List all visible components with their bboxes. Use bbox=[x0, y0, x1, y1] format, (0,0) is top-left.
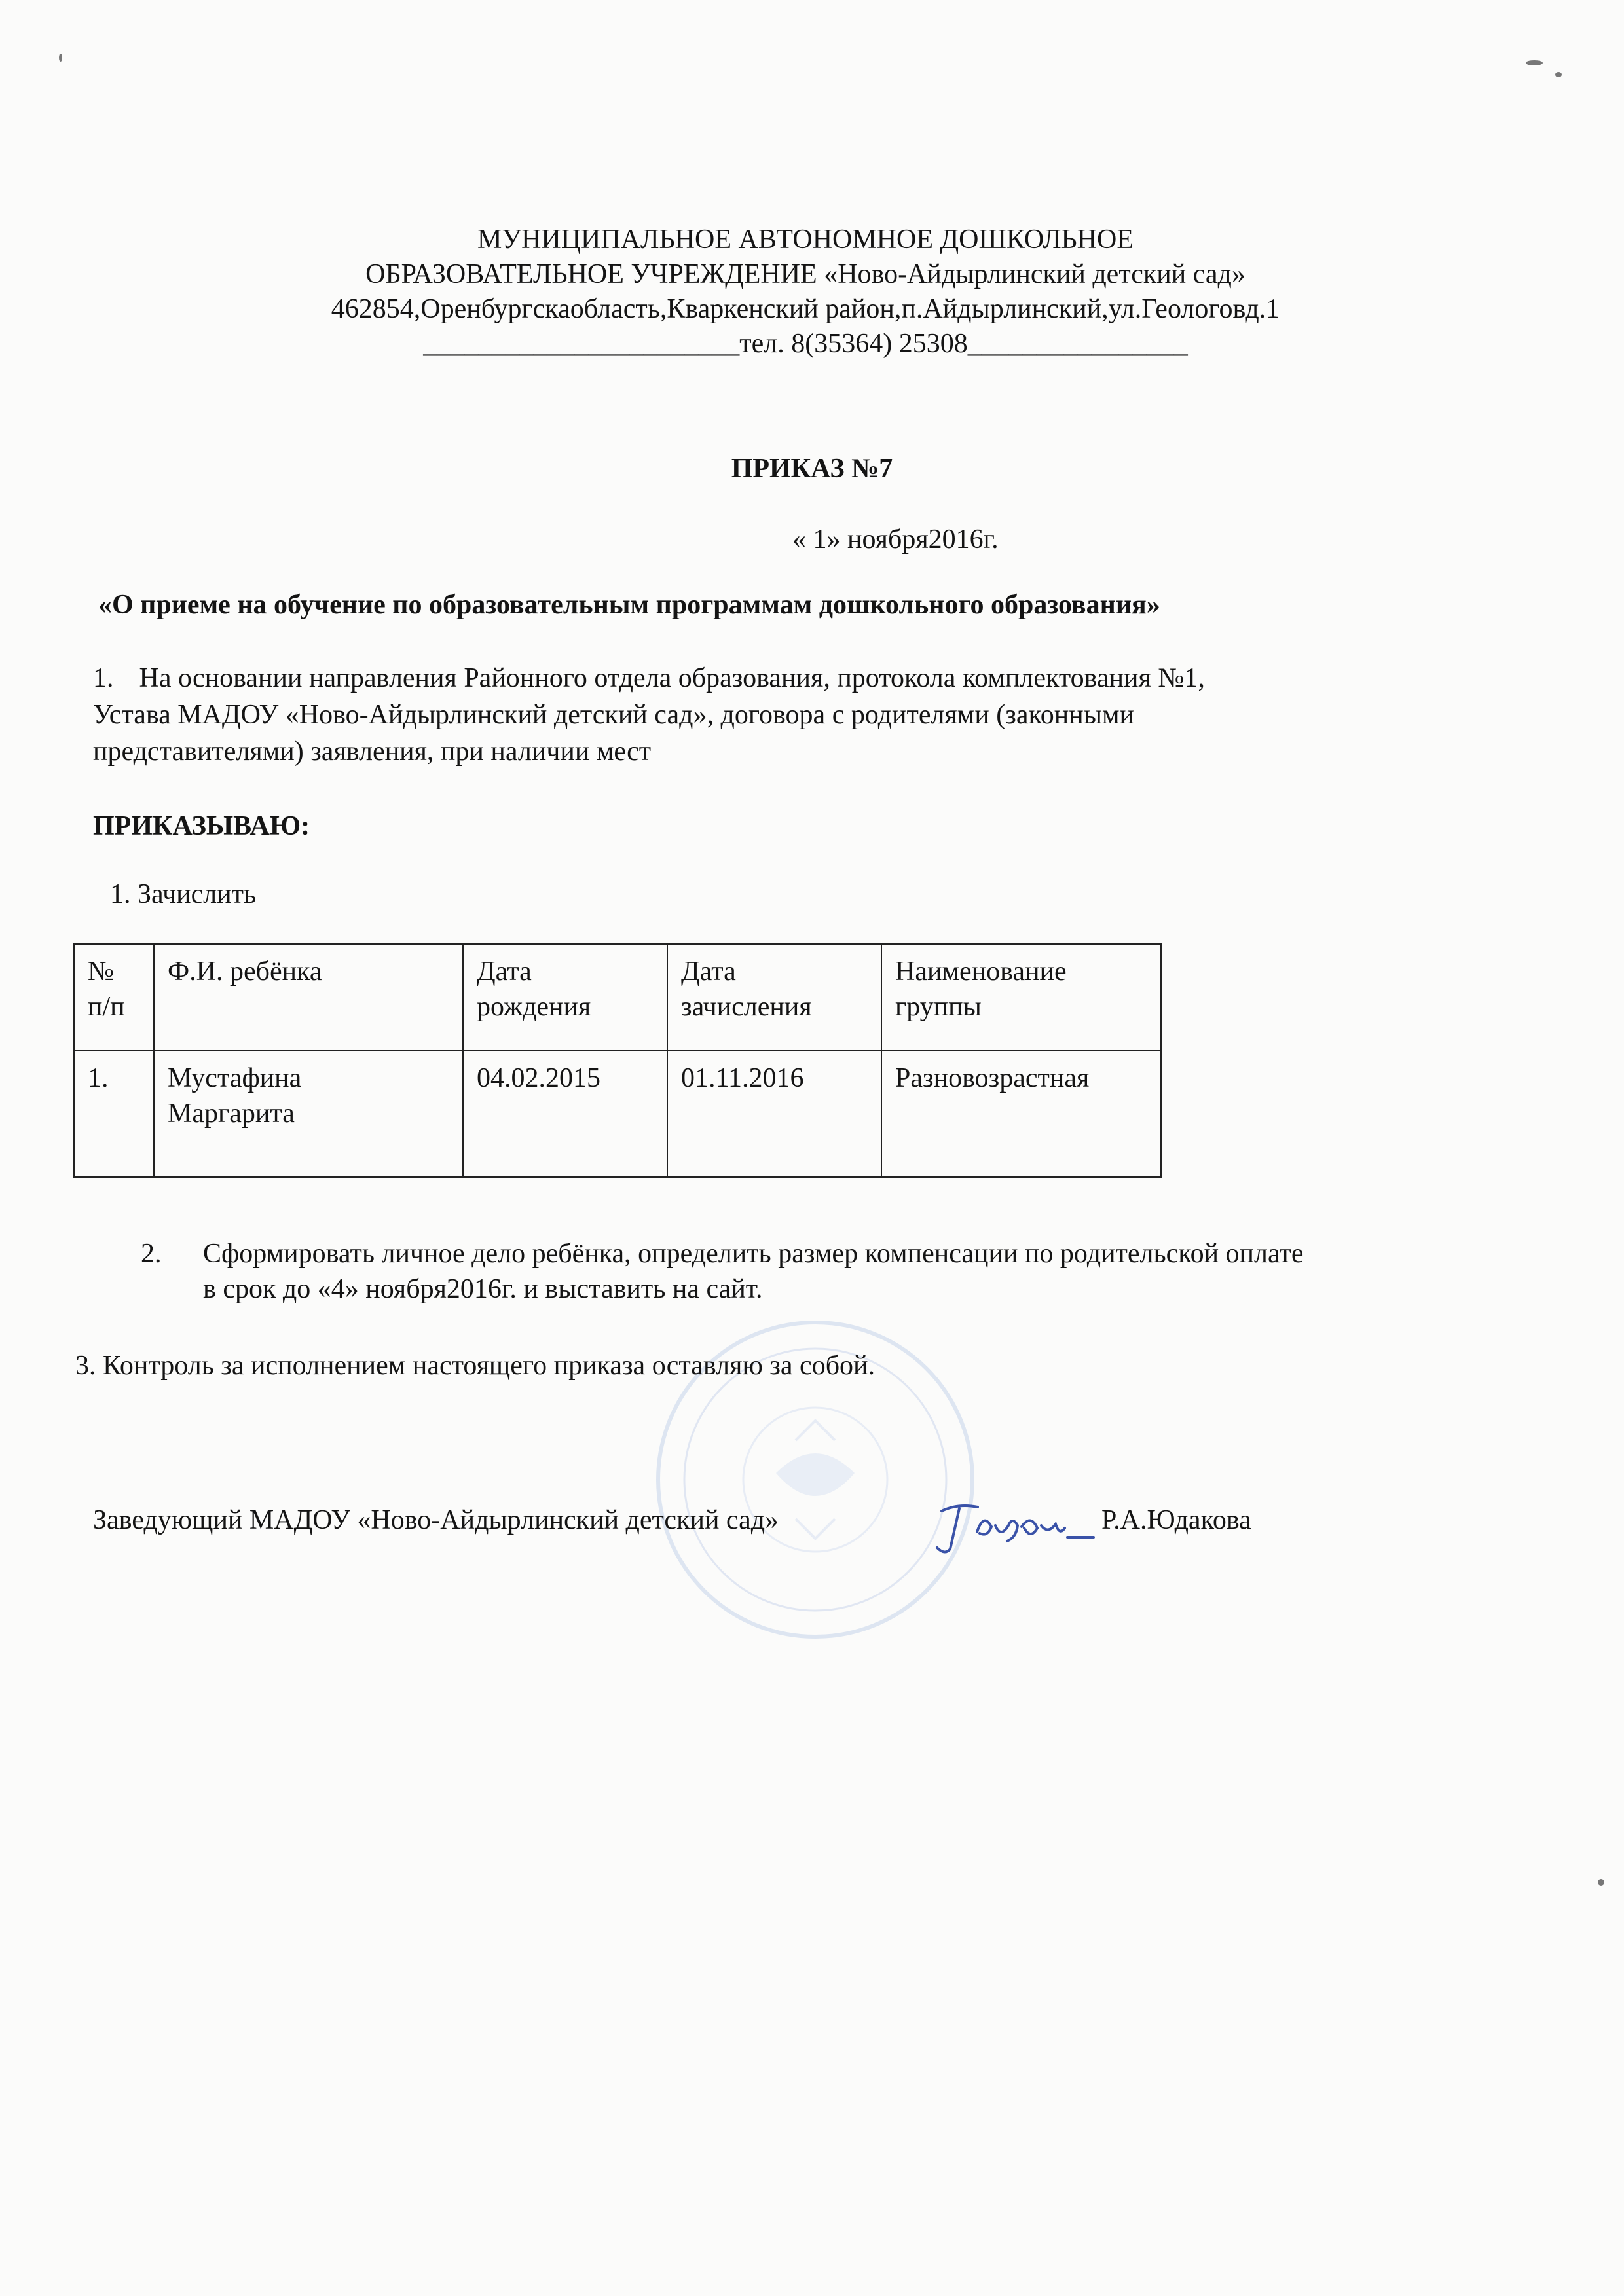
enroll-item: 1. Зачислить bbox=[110, 879, 257, 909]
enroll-date: 01.11.2016 bbox=[667, 1051, 881, 1177]
table-header-cell bbox=[667, 944, 881, 1051]
scan-speck bbox=[59, 54, 62, 62]
table-header-row bbox=[74, 944, 1161, 1051]
table-header-cell bbox=[74, 944, 154, 1051]
scan-speck bbox=[1526, 60, 1543, 65]
row-number: 1. bbox=[74, 1051, 154, 1177]
paragraph-personal-file-line-2: в срок до «4» ноября2016г. и выставить на сайт. bbox=[203, 1274, 763, 1304]
header-text: Дата bbox=[681, 957, 736, 987]
paragraph-basis-line-3: представителями) заявления, при наличии мест bbox=[93, 737, 652, 767]
child-surname: Мустафина bbox=[168, 1063, 302, 1093]
paragraph-basis-line-1 bbox=[93, 660, 1521, 697]
header-text: рождения bbox=[477, 992, 591, 1022]
header-text: № bbox=[88, 957, 115, 987]
signatory-name: Р.А.Юдакова bbox=[1101, 1505, 1251, 1535]
header-line-2: ОБРАЗОВАТЕЛЬНОЕ УЧРЕЖДЕНИЕ «Ново-Айдырлинский детский сад» bbox=[365, 259, 1246, 289]
paragraph-number: 2. bbox=[141, 1239, 162, 1269]
paragraph-basis-text-1: На основании направления Районного отдела образования, протокола комплектования №1, bbox=[139, 663, 1205, 693]
table-header-cell bbox=[463, 944, 667, 1051]
header-text: группы bbox=[895, 992, 982, 1022]
table-header-cell bbox=[881, 944, 1161, 1051]
order-title: ПРИКАЗ №7 bbox=[731, 454, 893, 484]
header-phone: тел. 8(35364) 25308 bbox=[739, 329, 968, 359]
orders-heading: ПРИКАЗЫВАЮ: bbox=[93, 811, 310, 841]
institution-header bbox=[164, 223, 1447, 361]
scan-speck bbox=[1598, 1879, 1604, 1886]
scan-speck bbox=[1555, 72, 1562, 77]
group-name: Разновозрастная bbox=[881, 1051, 1161, 1177]
signatory-position: Заведующий МАДОУ «Ново-Айдырлинский детский сад» bbox=[93, 1505, 779, 1535]
header-text: Ф.И. ребёнка bbox=[168, 957, 322, 987]
header-rule-left: _______________________ bbox=[423, 329, 740, 359]
paragraph-basis-line-2: Устава МАДОУ «Ново-Айдырлинский детский сад», договора с родителями (законными bbox=[93, 700, 1135, 730]
table-row bbox=[74, 1051, 1161, 1177]
header-text: зачисления bbox=[681, 992, 812, 1022]
paragraph-personal-file bbox=[141, 1236, 1516, 1307]
table-header-cell bbox=[154, 944, 463, 1051]
order-subject: «О приеме на обучение по образовательным программам дошкольного образования» bbox=[98, 590, 1160, 620]
paragraph-basis bbox=[93, 660, 1521, 770]
header-text: Наименование bbox=[895, 957, 1067, 987]
header-address: 462854,Оренбургскаобласть,Кваркенский район,п.Айдырлинский,ул.Геологовд.1 bbox=[331, 294, 1280, 324]
paragraph-control: 3. Контроль за исполнением настоящего приказа оставляю за собой. bbox=[75, 1351, 876, 1381]
header-line-1: МУНИЦИПАЛЬНОЕ АВТОНОМНОЕ ДОШКОЛЬНОЕ bbox=[477, 225, 1134, 255]
order-date: « 1» ноября2016г. bbox=[792, 524, 999, 555]
child-name bbox=[154, 1051, 463, 1177]
header-rule-right: ________________ bbox=[967, 329, 1188, 359]
header-text: п/п bbox=[88, 992, 125, 1022]
birth-date: 04.02.2015 bbox=[463, 1051, 667, 1177]
enrollment-table bbox=[73, 943, 1162, 1178]
paragraph-number: 1. bbox=[93, 663, 114, 693]
child-first-name: Маргарита bbox=[168, 1099, 295, 1129]
handwritten-signature bbox=[930, 1486, 1113, 1558]
paragraph-personal-file-line-1: Сформировать личное дело ребёнка, определить размер компенсации по родительской оплате bbox=[203, 1239, 1304, 1269]
header-text: Дата bbox=[477, 957, 532, 987]
header-phone-line bbox=[164, 327, 1447, 361]
